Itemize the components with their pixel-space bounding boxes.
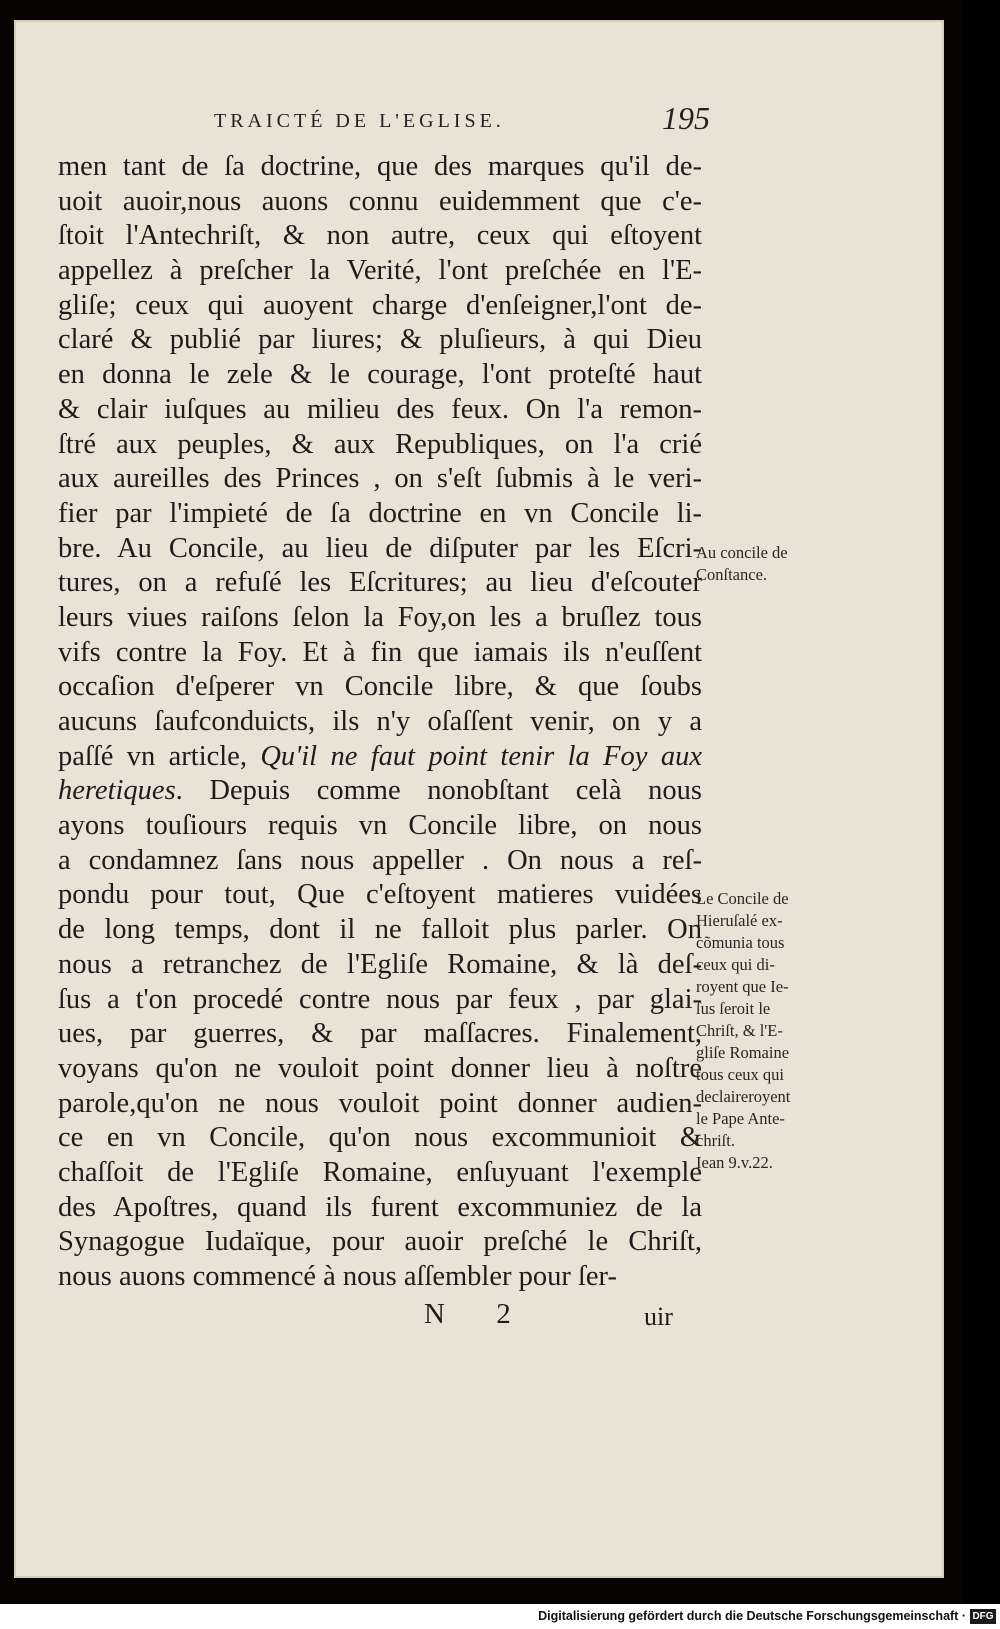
text-line: pondu pour tout, Que c'eſtoyent matieres vuidées bbox=[58, 879, 702, 911]
text-line: & clair iuſques au milieu des feux. On l'a remon- bbox=[58, 393, 702, 425]
text-line: fier par l'impieté de ſa doctrine en vn Concile li- bbox=[58, 497, 702, 529]
margin-note-line: ſus ſeroit le bbox=[696, 999, 771, 1018]
margin-note-line: royent que Ie- bbox=[696, 977, 789, 996]
text-line: appellez à preſcher la Verité, l'ont preſchée en l'E- bbox=[58, 255, 702, 287]
book-page bbox=[14, 20, 944, 1578]
text-line: claré & publié par liures; & pluſieurs, à qui Dieu bbox=[58, 324, 702, 356]
margin-note-line: gliſe Romaine bbox=[696, 1043, 790, 1062]
text-line: ce en vn Concile, qu'on nous excommunioit & bbox=[58, 1122, 702, 1154]
text-line: uoit auoir,nous auons connu euidemment que c'e- bbox=[58, 185, 702, 217]
margin-note-line: tous ceux qui bbox=[696, 1065, 784, 1084]
text-line: a condamnez ſans nous appeller . On nous a reſ- bbox=[58, 844, 702, 876]
text-line: des Apoſtres, quand ils furent excommuniez de la bbox=[58, 1191, 702, 1223]
text-line: occaſion d'eſperer vn Concile libre, & que ſoubs bbox=[58, 671, 702, 703]
digitization-note: Digitalisierung gefördert durch die Deutsche Forschungsgemeinschaft · bbox=[538, 1609, 966, 1623]
text-line: nous a retranchez de l'Egliſe Romaine, & là deſ- bbox=[58, 948, 702, 980]
text-line: voyans qu'on ne vouloit point donner lieu à noſtre bbox=[58, 1052, 702, 1084]
text-line-with-italic bbox=[58, 774, 702, 809]
text-line: ayons touſiours requis vn Concile libre, on nous bbox=[58, 810, 702, 842]
text-line: Synagogue Iudaïque, pour auoir preſché le Chriſt, bbox=[58, 1226, 702, 1258]
text-line: bre. Au Concile, au lieu de diſputer par les Eſcri- bbox=[58, 532, 702, 564]
margin-note-line: Iean 9.v.22. bbox=[696, 1153, 773, 1172]
running-title: TRAICTÉ DE L'EGLISE. bbox=[214, 110, 505, 132]
catchword: uir bbox=[644, 1302, 673, 1331]
margin-note-line: declaireroyent bbox=[696, 1087, 791, 1106]
dfg-logo: DFG bbox=[970, 1609, 996, 1624]
margin-note-line: chriſt. bbox=[696, 1131, 735, 1150]
margin-note-line: Le Concile de bbox=[696, 889, 789, 908]
text-line: ſus a t'on procedé contre nous par feux , par glai- bbox=[58, 983, 702, 1015]
text-line: tures, on a refuſé les Eſcritures; au lieu d'eſcouter bbox=[58, 567, 702, 599]
text-line: men tant de ſa doctrine, que des marques qu'il de- bbox=[58, 151, 702, 182]
text-line: chaſſoit de l'Egliſe Romaine, enſuyuant l'exemple bbox=[58, 1156, 702, 1188]
text-line: aux aureilles des Princes , on s'eſt ſubmis à le veri- bbox=[58, 463, 702, 495]
margin-note-constance bbox=[696, 542, 846, 586]
margin-note-jerusalem bbox=[696, 888, 846, 1174]
text-line: en donna le zele & le courage, l'ont proteſté haut bbox=[58, 359, 702, 391]
page-header bbox=[214, 102, 734, 142]
margin-note-line: Hieruſalé ex- bbox=[696, 911, 783, 930]
italic-quotation: Qu'il ne faut point tenir la Foy aux bbox=[260, 740, 702, 772]
text-line: aucuns ſaufconduicts, ils n'y oſaſſent venir, on y a bbox=[58, 706, 702, 737]
margin-note-line: Au concile de bbox=[696, 543, 788, 562]
text-segment: . Depuis comme nonobſtant celà nous bbox=[175, 775, 702, 807]
margin-note-line: le Pape Ante- bbox=[696, 1109, 785, 1128]
page-footer bbox=[414, 1298, 714, 1338]
text-line: ſtré aux peuples, & aux Republiques, on l'a crié bbox=[58, 428, 702, 460]
text-line: de long temps, dont il ne falloit plus parler. On bbox=[58, 914, 702, 946]
text-line: nous auons commencé à nous aſſembler pour ſer- bbox=[58, 1261, 617, 1292]
margin-note-line: Conſtance. bbox=[696, 565, 768, 584]
text-line: gliſe; ceux qui auoyent charge d'enſeigner,l'ont de- bbox=[58, 289, 702, 321]
signature-mark: N 2 bbox=[424, 1298, 533, 1330]
text-segment: paſſé vn article, bbox=[58, 740, 247, 772]
margin-note-line: Chriſt, & l'E- bbox=[696, 1021, 783, 1040]
text-line: parole,qu'on ne nous vouloit point donner audien- bbox=[58, 1087, 702, 1119]
page-number: 195 bbox=[662, 100, 710, 136]
main-text bbox=[58, 150, 702, 1295]
text-line: vifs contre la Foy. Et à fin que iamais ils n'euſſent bbox=[58, 636, 702, 668]
margin-note-line: ceux qui di- bbox=[696, 955, 775, 974]
text-line: leurs viues raiſons ſelon la Foy,on les a bruſlez tous bbox=[58, 601, 702, 633]
margin-note-line: cõmunia tous bbox=[696, 933, 785, 952]
italic-quotation-end: heretiques bbox=[58, 775, 176, 807]
text-line: ſtoit l'Antechriſt, & non autre, ceux qui eſtoyent bbox=[58, 220, 702, 252]
text-line-with-italic bbox=[58, 740, 702, 775]
digitization-footer-bar bbox=[0, 1604, 1000, 1629]
text-line: ues, par guerres, & par maſſacres. Finalement, bbox=[58, 1018, 702, 1050]
